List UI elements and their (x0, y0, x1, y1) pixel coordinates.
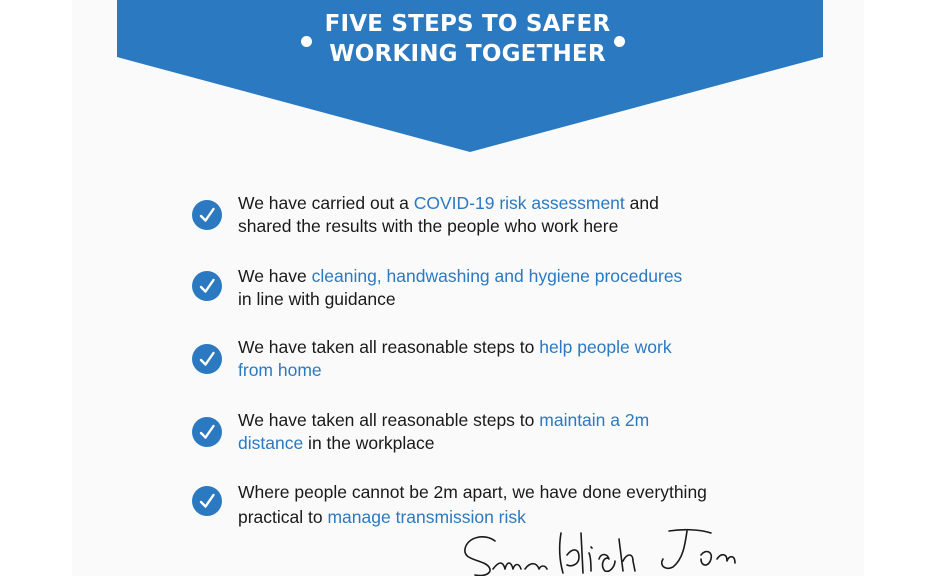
step-text-plain: We have (238, 266, 312, 286)
title-line-1: FIVE STEPS TO SAFER (324, 11, 611, 37)
step-item (190, 409, 810, 459)
step-text-plain: shared the results with the people who work here (238, 216, 619, 236)
check-circle-icon (192, 271, 222, 301)
step-text-plain: in line with guidance (238, 289, 396, 309)
page-title (280, 9, 655, 69)
step-highlight: cleaning, handwashing and hygiene procedures (311, 266, 683, 286)
step-text-plain: practical to (238, 507, 328, 527)
handwritten-signature (455, 525, 755, 576)
step-item (190, 336, 810, 386)
check-circle-icon (192, 200, 222, 230)
step-highlight: maintain a 2m (539, 410, 650, 430)
step-text (238, 480, 798, 530)
step-text-plain: We have taken all reasonable steps to (238, 337, 540, 357)
step-item (190, 480, 810, 530)
step-text-plain: in the workplace (303, 433, 435, 453)
step-highlight: from home (238, 360, 322, 380)
step-text (238, 336, 798, 382)
step-text (238, 409, 798, 455)
step-highlight: COVID-19 risk assessment (413, 193, 625, 213)
step-item (190, 192, 810, 242)
step-item (190, 265, 810, 315)
step-text (238, 192, 798, 238)
check-circle-icon (192, 344, 222, 374)
step-highlight: help people work (539, 337, 672, 357)
step-text-plain: Where people cannot be 2m apart, we have done everything (238, 482, 707, 502)
step-text-plain: and (624, 193, 659, 213)
step-highlight: distance (238, 433, 304, 453)
step-text (238, 265, 798, 311)
check-circle-icon (192, 417, 222, 447)
step-text-plain: We have taken all reasonable steps to (238, 410, 540, 430)
step-highlight: manage transmission risk (327, 507, 526, 527)
title-line-2: WORKING TOGETHER (329, 41, 606, 67)
step-text-plain: We have carried out a (238, 193, 414, 213)
check-circle-icon (192, 486, 222, 516)
